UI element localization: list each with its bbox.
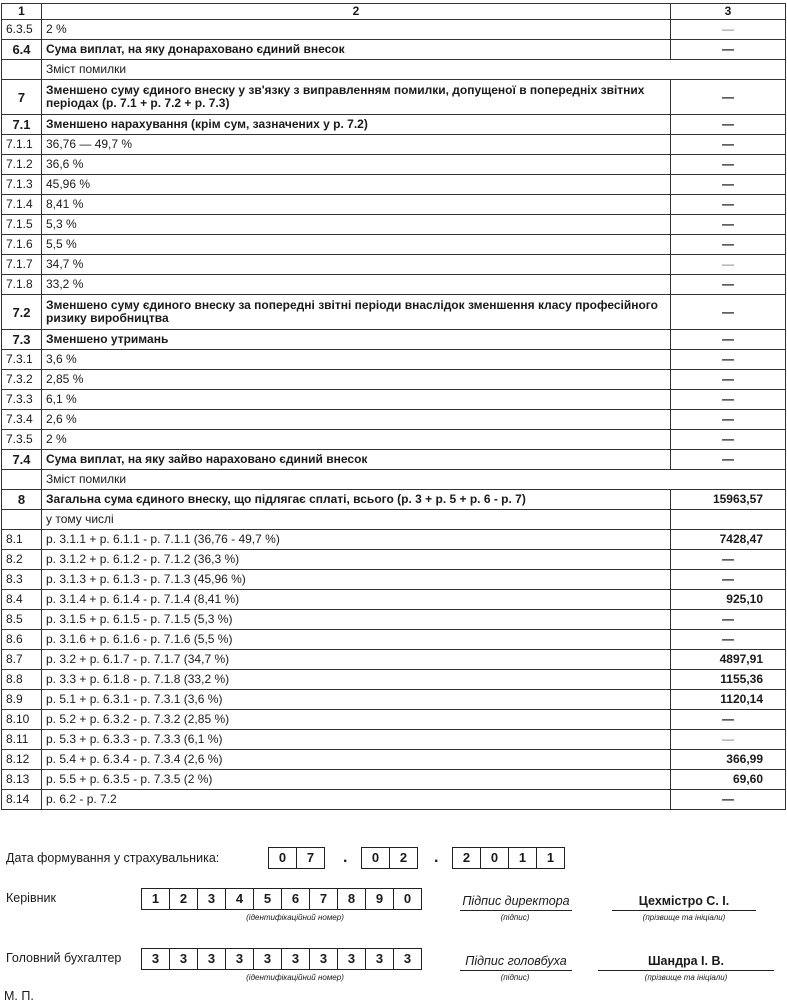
table-row xyxy=(2,175,786,195)
table-row xyxy=(2,470,786,490)
table-row xyxy=(2,40,786,60)
header-col-3: 3 xyxy=(671,4,786,20)
table-row xyxy=(2,610,786,630)
table-row xyxy=(2,730,786,750)
row-description: р. 6.2 - р. 7.2 xyxy=(42,790,671,810)
table-row xyxy=(2,115,786,135)
row-description: 5,5 % xyxy=(42,235,671,255)
id-digit: 3 xyxy=(170,949,198,969)
id-digit: 8 xyxy=(338,889,366,909)
row-code: 7.1.7 xyxy=(2,255,42,275)
row-code: 7.3 xyxy=(2,330,42,350)
row-code: 8.4 xyxy=(2,590,42,610)
table-row xyxy=(2,490,786,510)
table-row xyxy=(2,350,786,370)
row-description: р. 3.1.2 + р. 6.1.2 - р. 7.1.2 (36,3 %) xyxy=(42,550,671,570)
row-value xyxy=(671,510,786,530)
row-code: 7.1.8 xyxy=(2,275,42,295)
table-row xyxy=(2,630,786,650)
accountant-signature: Підпис головбуха xyxy=(460,954,572,971)
table-row xyxy=(2,510,786,530)
id-digit: 3 xyxy=(254,949,282,969)
date-separator: . xyxy=(343,849,348,866)
table-row xyxy=(2,570,786,590)
row-code: 7.4 xyxy=(2,450,42,470)
table-row xyxy=(2,275,786,295)
row-code: 7.3.4 xyxy=(2,410,42,430)
table-row xyxy=(2,330,786,350)
row-description: р. 5.4 + р. 6.3.4 - р. 7.3.4 (2,6 %) xyxy=(42,750,671,770)
table-row xyxy=(2,550,786,570)
row-description: Зміст помилки xyxy=(42,470,786,490)
id-digit: 3 xyxy=(198,889,226,909)
table-row xyxy=(2,410,786,430)
date-day-digit: 7 xyxy=(306,850,315,865)
row-code: 7.1.5 xyxy=(2,215,42,235)
row-description: 36,76 — 49,7 % xyxy=(42,135,671,155)
row-code: 7.1.1 xyxy=(2,135,42,155)
table-row xyxy=(2,60,786,80)
row-value: — xyxy=(671,350,786,370)
head-id-boxes xyxy=(141,888,422,910)
row-value: — xyxy=(671,710,786,730)
row-code: 7.3.1 xyxy=(2,350,42,370)
table-header-row xyxy=(2,4,786,20)
row-value: — xyxy=(671,630,786,650)
row-description: р. 3.1.6 + р. 6.1.6 - р. 7.1.6 (5,5 %) xyxy=(42,630,671,650)
header-col-2: 2 xyxy=(42,4,671,20)
row-description: 33,2 % xyxy=(42,275,671,295)
row-value: — xyxy=(671,80,786,115)
date-year-digit: 2 xyxy=(453,848,481,868)
id-digit: 6 xyxy=(282,889,310,909)
row-description: р. 3.1.4 + р. 6.1.4 - р. 7.1.4 (8,41 %) xyxy=(42,590,671,610)
date-separator: . xyxy=(434,849,439,866)
row-code: 8.10 xyxy=(2,710,42,730)
accountant-id-boxes xyxy=(141,948,422,970)
id-digit: 1 xyxy=(142,889,170,909)
table-row xyxy=(2,670,786,690)
row-value: 925,10 xyxy=(671,590,786,610)
table-row xyxy=(2,710,786,730)
table-row xyxy=(2,195,786,215)
row-code: 8.14 xyxy=(2,790,42,810)
row-value: — xyxy=(671,275,786,295)
row-description: Сума виплат, на яку зайво нараховано єдиний внесок xyxy=(42,450,671,470)
date-label: Дата формування у страхувальника: xyxy=(6,851,220,865)
row-description: у тому числі xyxy=(42,510,671,530)
row-description: 2,85 % xyxy=(42,370,671,390)
row-value: — xyxy=(671,175,786,195)
row-code: 6.4 xyxy=(2,40,42,60)
row-description: Зменшено суму єдиного внеску у зв'язку з виправленням помилки, допущеної в попередніх звітних періодах (р. 7.1 + р. 7.2 + р. 7.3) xyxy=(42,80,671,115)
table-row xyxy=(2,155,786,175)
row-code: 8.6 xyxy=(2,630,42,650)
table-row xyxy=(2,215,786,235)
row-code: 8.13 xyxy=(2,770,42,790)
table-row xyxy=(2,370,786,390)
row-description: Загальна сума єдиного внеску, що підлягає сплаті, всього (р. 3 + р. 5 + р. 6 - р. 7) xyxy=(42,490,671,510)
row-code: 8.12 xyxy=(2,750,42,770)
row-value: — xyxy=(671,390,786,410)
row-description: 2 % xyxy=(42,20,671,40)
row-code: 8 xyxy=(2,490,42,510)
table-row xyxy=(2,20,786,40)
row-value: — xyxy=(671,370,786,390)
row-value: 4897,91 xyxy=(671,650,786,670)
id-digit: 3 xyxy=(142,949,170,969)
row-code: 7.3.2 xyxy=(2,370,42,390)
row-value: — xyxy=(671,570,786,590)
table-row xyxy=(2,255,786,275)
row-description: Зменшено суму єдиного внеску за попередні звітні періоди внаслідок зменшення класу професійного ризику виробництва xyxy=(42,295,671,330)
row-code xyxy=(2,510,42,530)
row-value: 1155,36 xyxy=(671,670,786,690)
row-description: р. 5.1 + р. 6.3.1 - р. 7.3.1 (3,6 %) xyxy=(42,690,671,710)
date-month-boxes xyxy=(361,847,418,869)
table-row xyxy=(2,235,786,255)
id-digit: 4 xyxy=(226,889,254,909)
row-code: 8.11 xyxy=(2,730,42,750)
row-value: 15963,57 xyxy=(671,490,786,510)
row-description: р. 5.3 + р. 6.3.3 - р. 7.3.3 (6,1 %) xyxy=(42,730,671,750)
table-row xyxy=(2,770,786,790)
row-description: 5,3 % xyxy=(42,215,671,235)
id-digit: 2 xyxy=(170,889,198,909)
row-description: р. 3.1.1 + р. 6.1.1 - р. 7.1.1 (36,76 - 49,7 %) xyxy=(42,530,671,550)
row-value: — xyxy=(671,450,786,470)
date-year-digit: 1 xyxy=(509,848,537,868)
row-description: р. 3.1.3 + р. 6.1.3 - р. 7.1.3 (45,96 %) xyxy=(42,570,671,590)
id-digit: 5 xyxy=(254,889,282,909)
row-description: 36,6 % xyxy=(42,155,671,175)
row-value: — xyxy=(671,610,786,630)
id-digit: 9 xyxy=(366,889,394,909)
head-id-caption: (ідентифікаційний номер) xyxy=(246,913,344,922)
row-description: 2,6 % xyxy=(42,410,671,430)
row-value: — xyxy=(671,135,786,155)
row-code: 8.1 xyxy=(2,530,42,550)
id-digit: 3 xyxy=(282,949,310,969)
table-row xyxy=(2,790,786,810)
row-value: 1120,14 xyxy=(671,690,786,710)
row-description: 45,96 % xyxy=(42,175,671,195)
row-value: — xyxy=(671,155,786,175)
accountant-name: Шандра І. В. xyxy=(598,954,774,971)
id-digit: 3 xyxy=(403,951,412,966)
row-code: 7.1.3 xyxy=(2,175,42,195)
id-digit: 3 xyxy=(310,949,338,969)
row-code: 7.1.4 xyxy=(2,195,42,215)
row-code: 8.3 xyxy=(2,570,42,590)
table-row xyxy=(2,690,786,710)
row-description: 3,6 % xyxy=(42,350,671,370)
row-value: — xyxy=(671,295,786,330)
row-description: р. 3.3 + р. 6.1.8 - р. 7.1.8 (33,2 %) xyxy=(42,670,671,690)
row-code: 8.7 xyxy=(2,650,42,670)
row-value: — xyxy=(671,410,786,430)
row-value: — xyxy=(671,330,786,350)
row-description: р. 3.2 + р. 6.1.7 - р. 7.1.7 (34,7 %) xyxy=(42,650,671,670)
row-description: 8,41 % xyxy=(42,195,671,215)
table-row xyxy=(2,390,786,410)
row-code xyxy=(2,60,42,80)
table-row xyxy=(2,430,786,450)
date-year-digit: 0 xyxy=(481,848,509,868)
row-value: — xyxy=(671,730,786,750)
head-name-caption: (прізвище та ініціали) xyxy=(642,913,726,922)
row-code: 7.2 xyxy=(2,295,42,330)
head-signature: Підпис директора xyxy=(460,894,572,911)
row-code: 7.3.5 xyxy=(2,430,42,450)
date-month-digit: 2 xyxy=(399,850,408,865)
table-row xyxy=(2,295,786,330)
row-code: 8.8 xyxy=(2,670,42,690)
accountant-name-caption: (прізвище та ініціали) xyxy=(644,973,728,982)
row-code: 8.5 xyxy=(2,610,42,630)
id-digit: 3 xyxy=(198,949,226,969)
table-row xyxy=(2,80,786,115)
id-digit: 0 xyxy=(403,891,412,906)
row-description: р. 5.5 + р. 6.3.5 - р. 7.3.5 (2 %) xyxy=(42,770,671,790)
row-value: 366,99 xyxy=(671,750,786,770)
table-row xyxy=(2,450,786,470)
row-value: — xyxy=(671,115,786,135)
row-code: 7.1.2 xyxy=(2,155,42,175)
row-code: 7.1 xyxy=(2,115,42,135)
row-value: — xyxy=(671,40,786,60)
table-row xyxy=(2,590,786,610)
date-year-boxes xyxy=(452,847,565,869)
row-description: р. 5.2 + р. 6.3.2 - р. 7.3.2 (2,85 %) xyxy=(42,710,671,730)
row-code: 7.1.6 xyxy=(2,235,42,255)
row-value: — xyxy=(671,550,786,570)
row-description: Зменшено утримань xyxy=(42,330,671,350)
row-value: 7428,47 xyxy=(671,530,786,550)
table-row xyxy=(2,650,786,670)
id-digit: 3 xyxy=(338,949,366,969)
row-description: 34,7 % xyxy=(42,255,671,275)
table-row xyxy=(2,135,786,155)
row-description: 6,1 % xyxy=(42,390,671,410)
id-digit: 3 xyxy=(226,949,254,969)
row-description: Зміст помилки xyxy=(42,60,786,80)
row-code: 8.9 xyxy=(2,690,42,710)
row-code xyxy=(2,470,42,490)
id-digit: 7 xyxy=(310,889,338,909)
row-code: 8.2 xyxy=(2,550,42,570)
row-description: р. 3.1.5 + р. 6.1.5 - р. 7.1.5 (5,3 %) xyxy=(42,610,671,630)
row-code: 7 xyxy=(2,80,42,115)
table-row xyxy=(2,750,786,770)
row-value: — xyxy=(671,195,786,215)
stamp-label: М. П. xyxy=(4,989,34,1003)
table-row xyxy=(2,530,786,550)
row-description: Зменшено нарахування (крім сум, зазначених у р. 7.2) xyxy=(42,115,671,135)
row-description: 2 % xyxy=(42,430,671,450)
row-value: — xyxy=(671,255,786,275)
accountant-label: Головний бухгалтер xyxy=(6,951,122,965)
row-code: 6.3.5 xyxy=(2,20,42,40)
date-year-digit: 1 xyxy=(546,850,555,865)
header-col-1: 1 xyxy=(2,4,42,20)
row-value: 69,60 xyxy=(671,770,786,790)
report-table xyxy=(1,3,786,810)
head-sign-caption: (підпис) xyxy=(500,913,530,922)
row-value: — xyxy=(671,215,786,235)
row-code: 7.3.3 xyxy=(2,390,42,410)
head-name: Цехмістро С. І. xyxy=(612,894,756,911)
accountant-id-caption: (ідентифікаційний номер) xyxy=(246,973,344,982)
date-month-digit: 0 xyxy=(362,848,390,868)
accountant-sign-caption: (підпис) xyxy=(500,973,530,982)
date-day-digit: 0 xyxy=(269,848,297,868)
id-digit: 3 xyxy=(366,949,394,969)
row-value: — xyxy=(671,790,786,810)
signature-footer xyxy=(0,840,787,1005)
date-day-boxes xyxy=(268,847,325,869)
row-value: — xyxy=(671,235,786,255)
head-label: Керівник xyxy=(6,891,56,905)
row-value: — xyxy=(671,20,786,40)
row-description: Сума виплат, на яку донараховано єдиний внесок xyxy=(42,40,671,60)
row-value: — xyxy=(671,430,786,450)
